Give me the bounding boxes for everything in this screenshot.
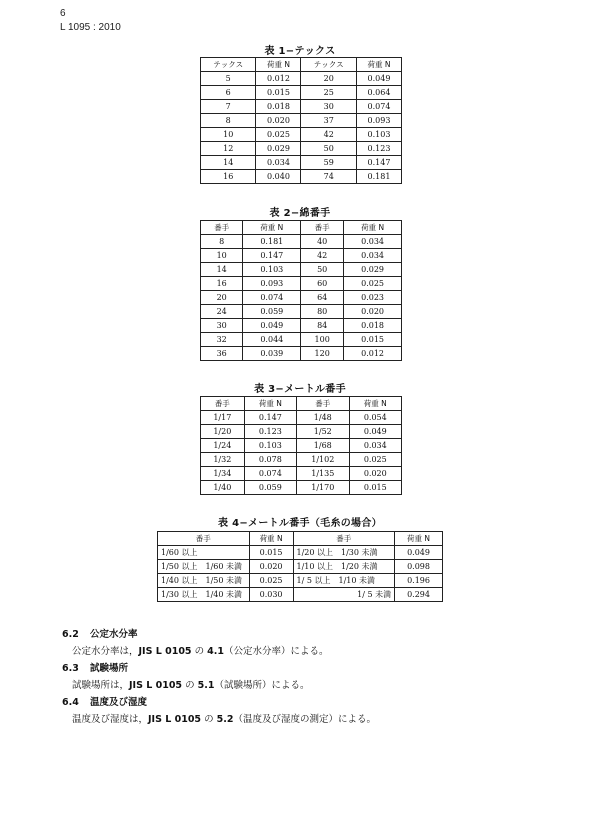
table-cell: 0.015: [249, 546, 293, 560]
table-row: [201, 347, 402, 361]
table-cell: 0.294: [395, 588, 443, 602]
table3: [200, 396, 402, 495]
text-fragment: 試験場所は，: [72, 680, 130, 691]
column-header: 番手: [201, 397, 245, 411]
table-row: [201, 291, 402, 305]
table-row: [201, 305, 402, 319]
table-cell: 0.059: [244, 481, 296, 495]
text-fragment: の: [201, 714, 217, 725]
table-cell: 1/40: [201, 481, 245, 495]
table4: [157, 531, 443, 602]
table-row: [201, 235, 402, 249]
text-fragment: （温度及び湿度の測定）による。: [233, 714, 376, 725]
table-header-row: [201, 221, 402, 235]
section-title: 公定水分率: [90, 629, 138, 640]
column-header: 荷重 N: [395, 532, 443, 546]
table-cell: 14: [201, 156, 256, 170]
table-row: [201, 333, 402, 347]
text-fragment: 公定水分率は，: [72, 646, 139, 657]
table-row: [158, 546, 443, 560]
table-cell: 1/20: [201, 425, 245, 439]
table-cell: 84: [301, 319, 344, 333]
column-header: 番手: [301, 221, 344, 235]
clause-reference: 5.1: [197, 680, 215, 691]
table-cell: 14: [201, 263, 243, 277]
table-cell: 0.018: [344, 319, 402, 333]
section-6-3-text: [72, 677, 309, 691]
table-cell: 1/ 5 未満: [293, 588, 395, 602]
column-header: 番手: [201, 221, 243, 235]
table-cell: 42: [301, 249, 344, 263]
table-cell: 16: [201, 277, 243, 291]
table-cell: 30: [301, 100, 356, 114]
table-header-row: [201, 58, 402, 72]
table-row: [201, 467, 402, 481]
table-cell: 0.181: [356, 170, 401, 184]
table-cell: 0.029: [256, 142, 301, 156]
section-number: 6.4: [62, 697, 79, 708]
table-cell: 0.029: [344, 263, 402, 277]
table-row: [201, 156, 402, 170]
table-row: [201, 142, 402, 156]
table-cell: 120: [301, 347, 344, 361]
table-cell: 0.018: [256, 100, 301, 114]
table-cell: 0.049: [356, 72, 401, 86]
table-cell: 20: [301, 72, 356, 86]
table-cell: 0.015: [256, 86, 301, 100]
table-cell: 0.020: [256, 114, 301, 128]
table1-caption: 表 1−テックス: [264, 46, 336, 57]
table-row: [201, 100, 402, 114]
table-cell: 0.181: [243, 235, 301, 249]
column-header: 荷重 N: [243, 221, 301, 235]
table-cell: 0.074: [244, 467, 296, 481]
table-cell: 5: [201, 72, 256, 86]
table-cell: 0.123: [356, 142, 401, 156]
column-header: 番手: [293, 532, 395, 546]
table-row: [201, 453, 402, 467]
table-cell: 20: [201, 291, 243, 305]
table-cell: 0.034: [344, 249, 402, 263]
column-header: 荷重 N: [344, 221, 402, 235]
table-cell: 59: [301, 156, 356, 170]
table-cell: 0.025: [344, 277, 402, 291]
table-cell: 60: [301, 277, 344, 291]
table-cell: 0.098: [395, 560, 443, 574]
table-cell: 0.015: [344, 333, 402, 347]
table-cell: 10: [201, 128, 256, 142]
table-cell: 25: [301, 86, 356, 100]
table-cell: 0.103: [244, 439, 296, 453]
table-row: [201, 170, 402, 184]
clause-reference: 4.1: [207, 646, 224, 657]
table-cell: 0.078: [244, 453, 296, 467]
table-cell: 1/24: [201, 439, 245, 453]
table-cell: 0.020: [349, 467, 401, 481]
table-row: [201, 411, 402, 425]
table2-caption: 表 2−綿番手: [269, 208, 331, 219]
table-cell: 1/30 以上 1/40 未満: [158, 588, 250, 602]
table-cell: 1/60 以上: [158, 546, 250, 560]
text-fragment: 温度及び湿度は，: [72, 714, 149, 725]
table-cell: 0.034: [349, 439, 401, 453]
text-fragment: （試験場所）による。: [214, 680, 310, 691]
table-cell: 0.034: [344, 235, 402, 249]
table-row: [158, 560, 443, 574]
table-cell: 12: [201, 142, 256, 156]
table-header-row: [158, 532, 443, 546]
table-cell: 0.049: [395, 546, 443, 560]
table-cell: 1/10 以上 1/20 未満: [293, 560, 395, 574]
table1: [200, 57, 402, 184]
table3-caption: 表 3−メートル番手: [254, 384, 346, 395]
table-cell: 8: [201, 235, 243, 249]
table-cell: 50: [301, 263, 344, 277]
column-header: 荷重 N: [256, 58, 301, 72]
column-header: 番手: [158, 532, 250, 546]
table-row: [201, 481, 402, 495]
table-cell: 16: [201, 170, 256, 184]
table2: [200, 220, 402, 361]
table-cell: 0.049: [243, 319, 301, 333]
section-6-4-heading: [62, 694, 147, 708]
table-cell: 30: [201, 319, 243, 333]
table-row: [201, 277, 402, 291]
table-cell: 0.196: [395, 574, 443, 588]
table-cell: 0.044: [243, 333, 301, 347]
table-cell: 40: [301, 235, 344, 249]
table-cell: 0.147: [356, 156, 401, 170]
section-6-2-text: [72, 643, 328, 657]
table-cell: 1/68: [297, 439, 350, 453]
table-cell: 0.040: [256, 170, 301, 184]
table-cell: 24: [201, 305, 243, 319]
table-cell: 1/102: [297, 453, 350, 467]
table-cell: 1/52: [297, 425, 350, 439]
table-cell: 36: [201, 347, 243, 361]
section-number: 6.3: [62, 663, 79, 674]
table-row: [158, 574, 443, 588]
table-cell: 0.049: [349, 425, 401, 439]
table-cell: 0.012: [344, 347, 402, 361]
table-cell: 0.103: [243, 263, 301, 277]
table4-caption: 表 4−メートル番手（毛糸の場合）: [218, 518, 382, 529]
text-fragment: の: [182, 680, 198, 691]
column-header: 番手: [297, 397, 350, 411]
table-row: [201, 439, 402, 453]
jis-reference: JIS L 0105: [148, 714, 202, 725]
table-row: [201, 72, 402, 86]
table-cell: 1/17: [201, 411, 245, 425]
table-cell: 0.103: [356, 128, 401, 142]
table-cell: 1/50 以上 1/60 未満: [158, 560, 250, 574]
section-number: 6.2: [62, 629, 79, 640]
table-cell: 0.093: [243, 277, 301, 291]
table-row: [158, 588, 443, 602]
table-cell: 0.147: [244, 411, 296, 425]
table-cell: 1/170: [297, 481, 350, 495]
table-row: [201, 128, 402, 142]
table-cell: 0.074: [356, 100, 401, 114]
section-6-3-heading: [62, 660, 128, 674]
table-header-row: [201, 397, 402, 411]
standard-code: L 1095 : 2010: [60, 22, 121, 33]
table-cell: 0.020: [249, 560, 293, 574]
table-cell: 0.025: [256, 128, 301, 142]
table-cell: 0.059: [243, 305, 301, 319]
table-cell: 74: [301, 170, 356, 184]
text-fragment: （公定水分率）による。: [223, 646, 329, 657]
table-cell: 0.147: [243, 249, 301, 263]
table-cell: 0.074: [243, 291, 301, 305]
table-cell: 1/ 5 以上 1/10 未満: [293, 574, 395, 588]
section-title: 試験場所: [90, 663, 129, 674]
table-cell: 1/40 以上 1/50 未満: [158, 574, 250, 588]
table-cell: 0.064: [356, 86, 401, 100]
page-number: 6: [60, 8, 66, 19]
table-cell: 0.093: [356, 114, 401, 128]
table-cell: 1/48: [297, 411, 350, 425]
table-row: [201, 249, 402, 263]
table-cell: 1/20 以上 1/30 未満: [293, 546, 395, 560]
table-cell: 64: [301, 291, 344, 305]
column-header: 荷重 N: [349, 397, 401, 411]
table-cell: 0.123: [244, 425, 296, 439]
table-cell: 0.054: [349, 411, 401, 425]
table-cell: 0.030: [249, 588, 293, 602]
table-cell: 50: [301, 142, 356, 156]
table-cell: 0.039: [243, 347, 301, 361]
table-cell: 42: [301, 128, 356, 142]
clause-reference: 5.2: [216, 714, 234, 725]
table-cell: 0.020: [344, 305, 402, 319]
table-cell: 6: [201, 86, 256, 100]
table-cell: 32: [201, 333, 243, 347]
table-row: [201, 425, 402, 439]
section-6-2-heading: [62, 626, 138, 640]
table-cell: 80: [301, 305, 344, 319]
table-cell: 100: [301, 333, 344, 347]
table-cell: 10: [201, 249, 243, 263]
table-row: [201, 319, 402, 333]
table-cell: 0.025: [249, 574, 293, 588]
table-row: [201, 263, 402, 277]
table-cell: 1/32: [201, 453, 245, 467]
text-fragment: の: [191, 646, 208, 657]
table-cell: 0.025: [349, 453, 401, 467]
section-title: 温度及び湿度: [90, 697, 148, 708]
table-cell: 0.034: [256, 156, 301, 170]
table-row: [201, 114, 402, 128]
table-row: [201, 86, 402, 100]
table-cell: 0.023: [344, 291, 402, 305]
column-header: 荷重 N: [249, 532, 293, 546]
jis-reference: JIS L 0105: [138, 646, 192, 657]
column-header: 荷重 N: [244, 397, 296, 411]
table-cell: 8: [201, 114, 256, 128]
table-cell: 0.012: [256, 72, 301, 86]
column-header: 荷重 N: [356, 58, 401, 72]
section-6-4-text: [72, 711, 376, 725]
column-header: テックス: [301, 58, 356, 72]
jis-reference: JIS L 0105: [129, 680, 183, 691]
table-cell: 0.015: [349, 481, 401, 495]
table-cell: 37: [301, 114, 356, 128]
column-header: テックス: [201, 58, 256, 72]
table-cell: 7: [201, 100, 256, 114]
table-cell: 1/135: [297, 467, 350, 481]
table-cell: 1/34: [201, 467, 245, 481]
